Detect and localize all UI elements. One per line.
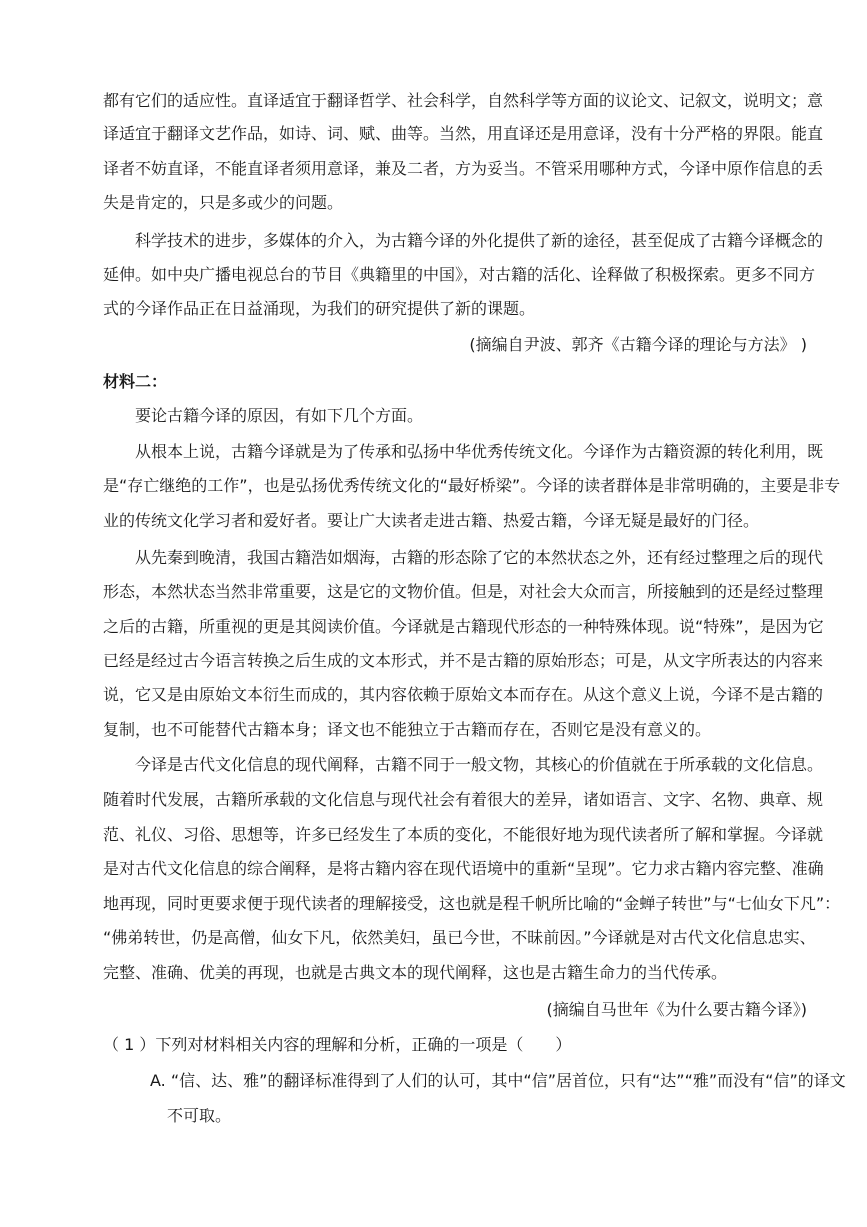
paragraph-line: 地再现，同时更要求便于现代读者的理解接受，这也就是程千帆所比喻的“金蝉子转世”与“七仙女下凡”： [103,894,841,913]
paragraph-line: 都有它们的适应性。直译适宜于翻译哲学、社会科学，自然科学等方面的议论文、记叙文，说明文；意 [103,91,824,110]
paragraph-line: 完整、准确、优美的再现，也就是古典文本的现代阐释，这也是古籍生命力的当代传承。 [103,963,728,982]
paragraph-line: 业的传统文化学习者和爱好者。要让广大读者走进古籍、热爱古籍，今译无疑是最好的门径。 [103,511,760,530]
paragraph-line: 复制，也不可能替代古籍本身；译文也不能独立于古籍而存在，否则它是没有意义的。 [103,720,712,739]
paragraph-line: 是“存亡继绝的工作”，也是弘扬优秀传统文化的“最好桥梁”。今译的读者群体是非常明确的，主要是非专 [103,476,841,495]
answer-option-a: A. “信、达、雅”的翻译标准得到了人们的认可，其中“信”居首位，只有“达”“雅”而没有“信”的译文 [150,1071,846,1090]
paragraph-line: 已经是经过古今语言转换之后生成的文本形式，并不是古籍的原始形态；可是，从文字所表达的内容来 [103,651,824,670]
paragraph-line: 译者不妨直译，不能直译者须用意译，兼及二者，方为妥当。不管采用哪种方式，今译中原作信息的丢 [103,159,824,178]
paragraph-line: 延伸。如中央广播电视总台的节目《典籍里的中国》，对古籍的活化、诠释做了积极探索。更多不同方 [103,265,816,284]
paragraph-line: 今译是古代文化信息的现代阐释，古籍不同于一般文物，其核心的价值就在于所承载的文化信息。 [135,755,824,774]
source-citation: (摘编自马世年《为什么要古籍今译》) [546,1000,807,1019]
paragraph-line: 失是肯定的，只是多或少的问题。 [103,193,344,212]
paragraph-line: “佛弟转世，仍是高僧，仙女下凡，依然美妇，虽已今世，不昧前因。”今译就是对古代文化信息忠实、 [103,928,816,947]
section-heading: 材料二： [103,372,168,391]
paragraph-line: 是对古代文化信息的综合阐释，是将古籍内容在现代语境中的重新“呈现”。它力求古籍内容完整、准确 [103,859,824,878]
paragraph-line: 形态，本然状态当然非常重要，这是它的文物价值。但是，对社会大众而言，所接触到的还是经过整理 [103,582,824,601]
answer-option-a-continued: 不可取。 [167,1106,232,1125]
paragraph-line: 译适宜于翻译文艺作品，如诗、词、赋、曲等。当然，用直译还是用意译，没有十分严格的界限。能直 [103,124,824,143]
paragraph-line: 从根本上说，古籍今译就是为了传承和弘扬中华优秀传统文化。今译作为古籍资源的转化利用，既 [135,442,824,461]
question-stem: （ 1 ）下列对材料相关内容的理解和分析，正确的一项是（ ） [103,1035,572,1054]
paragraph-line: 之后的古籍，所重视的更是其阅读价值。今译就是古籍现代形态的一种特殊体现。说“特殊”，是因为它 [103,617,824,636]
paragraph-line: 要论古籍今译的原因，有如下几个方面。 [135,406,424,425]
paragraph-line: 说，它又是由原始文本衍生而成的，其内容依赖于原始文本而存在。从这个意义上说，今译不是古籍的 [103,685,824,704]
paragraph-line: 式的今译作品正在日益涌现，为我们的研究提供了新的课题。 [103,299,536,318]
paragraph-line: 范、礼仪、习俗、思想等，许多已经发生了本质的变化，不能很好地为现代读者所了解和掌握。今译就 [103,825,824,844]
paragraph-line: 科学技术的进步，多媒体的介入，为古籍今译的外化提供了新的途径，甚至促成了古籍今译概念的 [135,231,824,250]
source-citation: (摘编自尹波、郭齐《古籍今译的理论与方法》 ) [469,335,807,354]
paragraph-line: 随着时代发展，古籍所承载的文化信息与现代社会有着很大的差异，诸如语言、文字、名物、典章、规 [103,790,824,809]
paragraph-line: 从先秦到晚清，我国古籍浩如烟海，古籍的形态除了它的本然状态之外，还有经过整理之后的现代 [135,548,824,567]
